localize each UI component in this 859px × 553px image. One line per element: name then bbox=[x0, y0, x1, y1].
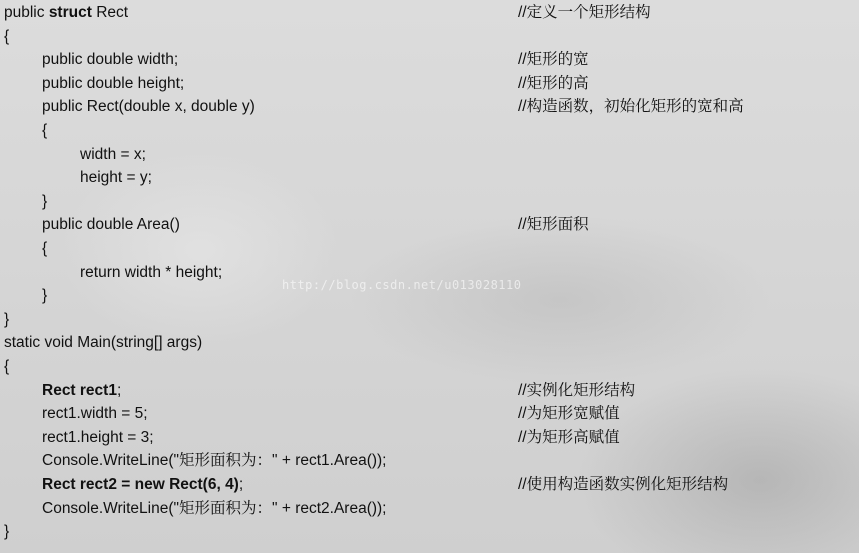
code-line bbox=[0, 190, 859, 214]
code-line bbox=[0, 25, 859, 49]
code-comment: //使用构造函数实例化矩形结构 bbox=[518, 476, 729, 493]
code-fragment: public double height; bbox=[42, 74, 185, 92]
code-fragment: public bbox=[4, 4, 49, 21]
code-fragment: public Rect(double x, double y) bbox=[42, 98, 255, 116]
code-text bbox=[42, 48, 178, 72]
code-fragment: rect1.height = 3; bbox=[42, 428, 154, 446]
code-fragment: { bbox=[42, 122, 48, 139]
code-text bbox=[4, 308, 9, 332]
code-fragment: width = x; bbox=[80, 145, 146, 163]
code-text bbox=[42, 213, 180, 237]
code-comment: //为矩形高赋值 bbox=[518, 428, 620, 446]
code-fragment: { bbox=[4, 358, 10, 375]
code-text bbox=[42, 449, 387, 473]
code-line bbox=[0, 308, 859, 332]
code-line bbox=[0, 72, 859, 96]
code-keyword: Rect rect1 bbox=[42, 381, 117, 399]
code-keyword: Rect rect2 = new Rect(6, 4) bbox=[42, 476, 239, 493]
code-line bbox=[0, 166, 859, 190]
code-text bbox=[4, 331, 202, 355]
code-line bbox=[0, 95, 859, 119]
code-fragment: { bbox=[4, 27, 10, 45]
watermark-text: http://blog.csdn.net/u013028110 bbox=[282, 278, 522, 292]
code-text bbox=[42, 190, 47, 214]
code-text bbox=[4, 1, 128, 25]
code-fragment: return width * height; bbox=[80, 263, 223, 281]
code-comment: //矩形面积 bbox=[518, 216, 589, 234]
code-fragment: { bbox=[42, 240, 48, 257]
code-line bbox=[0, 379, 859, 403]
code-fragment: height = y; bbox=[80, 169, 152, 187]
code-text bbox=[42, 119, 47, 143]
code-text bbox=[4, 520, 9, 544]
code-fragment: } bbox=[42, 287, 48, 305]
code-line bbox=[0, 237, 859, 261]
code-comment: //为矩形宽赋值 bbox=[518, 405, 620, 423]
code-fragment: static void Main(string[] args) bbox=[4, 334, 203, 352]
code-line bbox=[0, 497, 859, 521]
code-fragment: public double Area() bbox=[42, 216, 180, 234]
code-text bbox=[42, 402, 148, 426]
code-comment: //实例化矩形结构 bbox=[518, 381, 636, 399]
code-line bbox=[0, 520, 859, 544]
code-fragment: Console.WriteLine("矩形面积为：" + rect2.Area()); bbox=[42, 499, 387, 517]
code-text bbox=[42, 72, 184, 96]
code-comment: //构造函数，初始化矩形的宽和高 bbox=[518, 98, 744, 116]
code-fragment: } bbox=[4, 310, 10, 328]
code-line bbox=[0, 119, 859, 143]
code-fragment: public double width; bbox=[42, 51, 179, 69]
code-text bbox=[80, 261, 222, 285]
code-fragment: } bbox=[42, 192, 48, 210]
code-text bbox=[42, 95, 255, 119]
code-text bbox=[42, 237, 47, 261]
code-line bbox=[0, 48, 859, 72]
code-comment: //定义一个矩形结构 bbox=[518, 4, 651, 21]
code-text bbox=[42, 473, 243, 497]
code-comment: //矩形的高 bbox=[518, 74, 589, 92]
code-line bbox=[0, 143, 859, 167]
code-fragment: ; bbox=[238, 476, 244, 493]
code-text bbox=[42, 379, 121, 403]
code-text bbox=[4, 25, 9, 49]
code-comment: //矩形的宽 bbox=[518, 51, 589, 69]
code-fragment: rect1.width = 5; bbox=[42, 405, 148, 423]
code-fragment: Console.WriteLine("矩形面积为：" + rect1.Area()); bbox=[42, 452, 387, 470]
code-line bbox=[0, 331, 859, 355]
code-fragment: } bbox=[4, 523, 10, 541]
code-line bbox=[0, 402, 859, 426]
code-text bbox=[42, 426, 154, 450]
code-text bbox=[42, 497, 387, 521]
code-text bbox=[80, 166, 152, 190]
code-fragment: ; bbox=[116, 381, 122, 399]
code-line bbox=[0, 1, 859, 25]
code-line bbox=[0, 355, 859, 379]
code-line bbox=[0, 449, 859, 473]
code-fragment: Rect bbox=[91, 4, 129, 21]
code-text bbox=[80, 143, 146, 167]
code-text bbox=[4, 355, 9, 379]
code-line bbox=[0, 473, 859, 497]
code-text bbox=[42, 284, 47, 308]
code-keyword: struct bbox=[48, 4, 92, 21]
code-line bbox=[0, 426, 859, 450]
code-line bbox=[0, 213, 859, 237]
